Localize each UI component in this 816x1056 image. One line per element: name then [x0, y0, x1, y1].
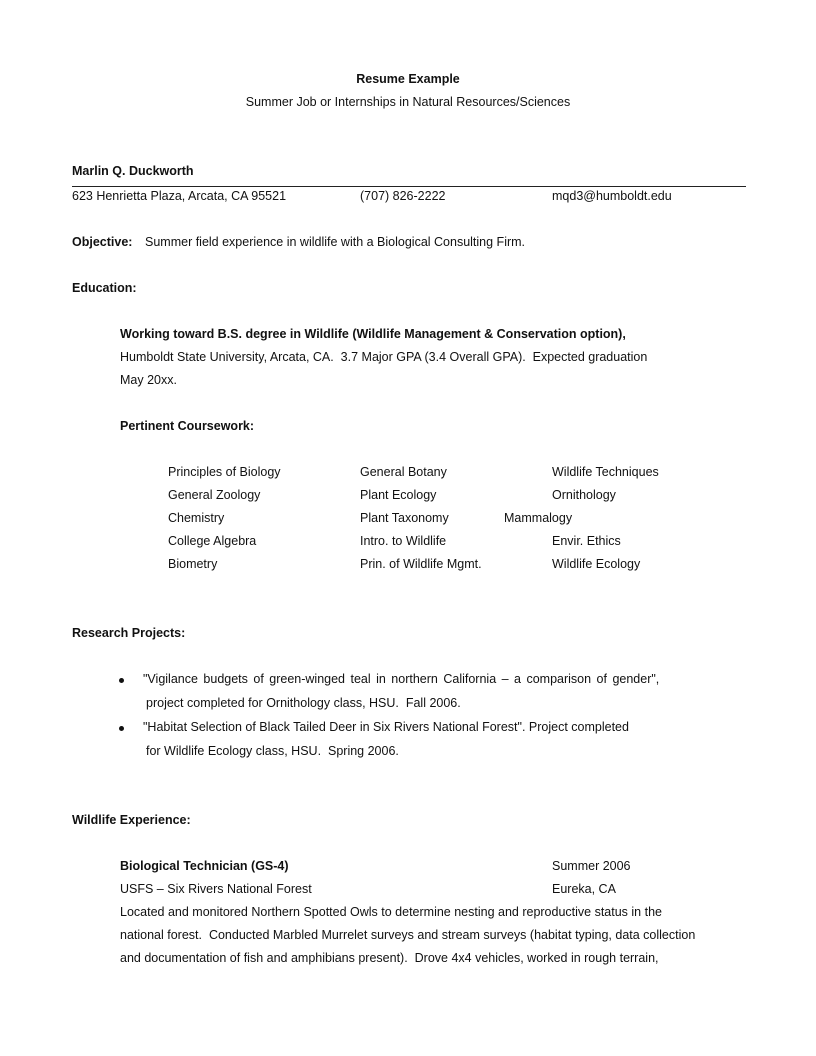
course-item: Ornithology: [552, 488, 616, 502]
header-divider: [72, 186, 746, 187]
job-description-line: Located and monitored Northern Spotted Owls to determine nesting and reproductive status in the: [120, 905, 662, 919]
experience-label: Wildlife Experience:: [72, 813, 191, 827]
course-item: Wildlife Ecology: [552, 557, 641, 571]
research-label: Research Projects:: [72, 626, 186, 640]
course-item: Principles of Biology: [168, 465, 281, 479]
research-item-line2: project completed for Ornithology class, HSU. Fall 2006.: [146, 696, 461, 710]
applicant-name: Marlin Q. Duckworth: [72, 164, 194, 178]
contact-phone: (707) 826-2222: [360, 189, 446, 203]
course-item: Envir. Ethics: [552, 534, 621, 548]
course-item: Biometry: [168, 557, 218, 571]
course-item: Wildlife Techniques: [552, 465, 659, 479]
course-item: Intro. to Wildlife: [360, 534, 447, 548]
course-item: Prin. of Wildlife Mgmt.: [360, 557, 482, 571]
coursework-label: Pertinent Coursework:: [120, 419, 255, 433]
job-title: Biological Technician (GS-4): [120, 859, 289, 873]
job-description-line: national forest. Conducted Marbled Murrelet surveys and stream surveys (habitat typing, data collection: [120, 928, 696, 942]
contact-address: 623 Henrietta Plaza, Arcata, CA 95521: [72, 189, 287, 203]
degree-line: Working toward B.S. degree in Wildlife (Wildlife Management & Conservation option),: [120, 327, 626, 341]
research-item-line2: for Wildlife Ecology class, HSU. Spring 2006.: [146, 744, 399, 758]
course-item: Chemistry: [168, 511, 225, 525]
bullet-icon: [119, 726, 124, 731]
course-item: General Botany: [360, 465, 447, 479]
objective-label: Objective:: [72, 235, 133, 249]
document-title: Resume Example: [356, 72, 460, 86]
bullet-icon: [119, 678, 124, 683]
course-item: General Zoology: [168, 488, 261, 502]
objective-text: Summer field experience in wildlife with a Biological Consulting Firm.: [145, 235, 526, 249]
job-description-line: and documentation of fish and amphibians present). Drove 4x4 vehicles, worked in rough terrain,: [120, 951, 659, 965]
job-location: Eureka, CA: [552, 882, 616, 896]
research-item-line1: "Habitat Selection of Black Tailed Deer in Six Rivers National Forest". Project completed: [143, 720, 629, 734]
education-detail-line2: May 20xx.: [120, 373, 177, 387]
job-date: Summer 2006: [552, 859, 631, 873]
contact-email: mqd3@humboldt.edu: [552, 189, 672, 203]
document-subtitle: Summer Job or Internships in Natural Resources/Sciences: [245, 95, 571, 109]
education-detail-line1: Humboldt State University, Arcata, CA. 3.7 Major GPA (3.4 Overall GPA). Expected graduation: [120, 350, 648, 364]
research-item-line1: "Vigilance budgets of green-winged teal in northern California – a comparison of gender",: [143, 672, 660, 686]
course-item: Plant Ecology: [360, 488, 437, 502]
education-label: Education:: [72, 281, 137, 295]
course-item: Mammalogy: [504, 511, 573, 525]
course-item: Plant Taxonomy: [360, 511, 449, 525]
job-employer: USFS – Six Rivers National Forest: [120, 882, 312, 896]
course-item: College Algebra: [168, 534, 257, 548]
